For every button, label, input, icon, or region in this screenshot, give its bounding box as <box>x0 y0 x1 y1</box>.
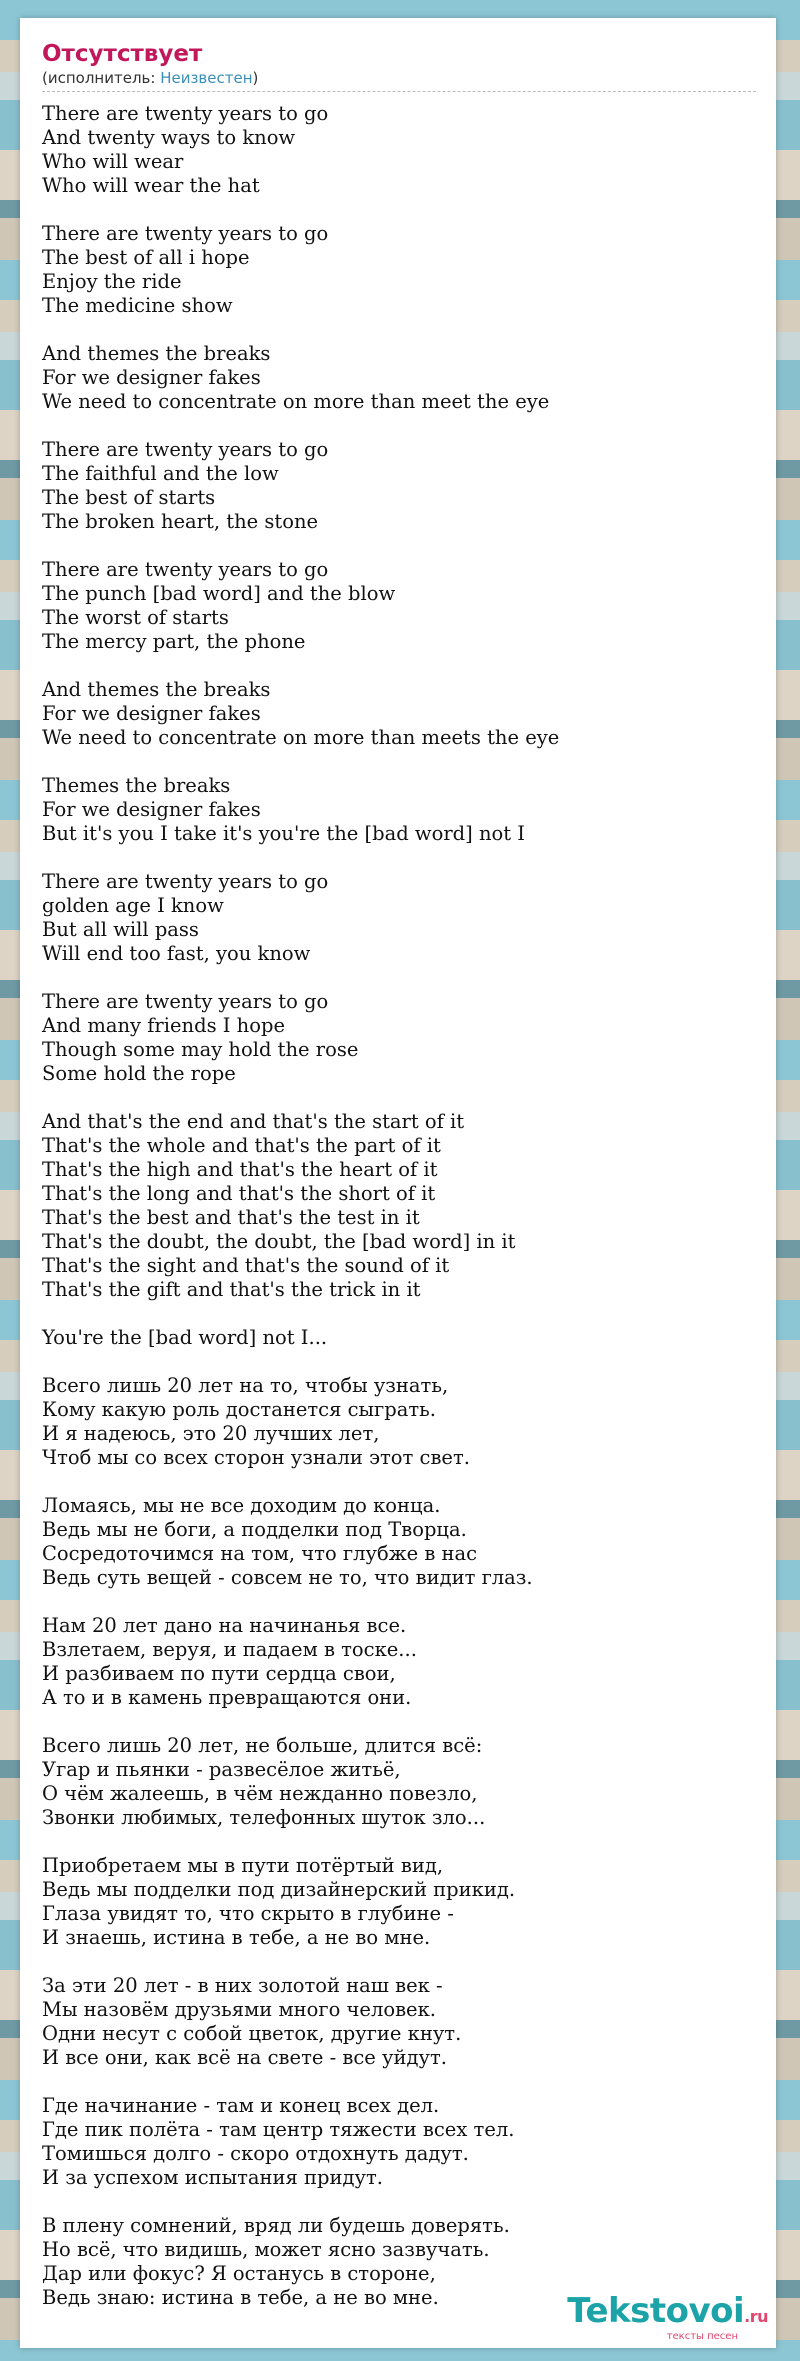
lyric-line: Дар или фокус? Я останусь в стороне, <box>42 2262 436 2285</box>
lyric-line: That's the doubt, the doubt, the [bad word] in it <box>42 1230 516 1253</box>
lyric-line: golden age I know <box>42 894 224 917</box>
logo-tld: .ru <box>744 2307 768 2326</box>
lyric-line: Всего лишь 20 лет, не больше, длится всё: <box>42 1734 483 1757</box>
lyric-line: Одни несут с собой цветок, другие кнут. <box>42 2022 462 2045</box>
lyric-line: Где начинание - там и конец всех дел. <box>42 2094 440 2117</box>
lyric-line: Ведь знаю: истина в тебе, а не во мне. <box>42 2286 439 2309</box>
lyric-line: А то и в камень превращаются они. <box>42 1686 412 1709</box>
lyric-line: The punch [bad word] and the blow <box>42 582 396 605</box>
lyric-line: Где пик полёта - там центр тяжести всех тел. <box>42 2118 515 2141</box>
lyric-line: И разбиваем по пути сердца свои, <box>42 1662 396 1685</box>
lyric-stanza <box>42 342 756 414</box>
logo-wordmark <box>567 2293 768 2335</box>
lyric-line: Всего лишь 20 лет на то, чтобы узнать, <box>42 1374 449 1397</box>
lyrics-page <box>20 18 776 2348</box>
lyric-line: We need to concentrate on more than meets the eye <box>42 726 560 749</box>
lyric-line: There are twenty years to go <box>42 438 329 461</box>
lyric-line: That's the best and that's the test in it <box>42 1206 420 1229</box>
lyric-line: Some hold the rope <box>42 1062 236 1085</box>
lyric-line: Ведь мы не боги, а подделки под Творца. <box>42 1518 467 1541</box>
lyric-line: For we designer fakes <box>42 366 261 389</box>
lyric-line: Кому какую роль достанется сыграть. <box>42 1398 436 1421</box>
logo-tagline: тексты песен <box>666 2331 738 2342</box>
lyric-line: И я надеюсь, это 20 лучших лет, <box>42 1422 380 1445</box>
lyric-line: Enjoy the ride <box>42 270 182 293</box>
lyric-line: And many friends I hope <box>42 1014 285 1037</box>
artist-suffix: ) <box>252 69 259 87</box>
lyric-line: За эти 20 лет - в них золотой наш век - <box>42 1974 443 1997</box>
lyric-line: The best of all i hope <box>42 246 250 269</box>
lyric-line: Who will wear <box>42 150 184 173</box>
lyric-stanza <box>42 1110 756 1302</box>
lyric-line: Взлетаем, веруя, и падаем в тоске... <box>42 1638 417 1661</box>
lyrics-body <box>42 102 756 2310</box>
artist-line <box>42 68 756 92</box>
lyric-line: The broken heart, the stone <box>42 510 319 533</box>
lyric-line: And themes the breaks <box>42 678 271 701</box>
lyric-line: О чём жалеешь, в чём нежданно повезло, <box>42 1782 478 1805</box>
site-logo[interactable] <box>567 2293 768 2342</box>
lyric-line: Чтоб мы со всех сторон узнали этот свет. <box>42 1446 470 1469</box>
lyric-line: Will end too fast, you know <box>42 942 311 965</box>
lyric-stanza <box>42 222 756 318</box>
lyric-stanza <box>42 1614 756 1710</box>
lyric-line: Приобретаем мы в пути потёртый вид, <box>42 1854 444 1877</box>
lyric-line: The faithful and the low <box>42 462 279 485</box>
lyric-stanza <box>42 678 756 750</box>
lyric-line: For we designer fakes <box>42 798 261 821</box>
lyric-stanza <box>42 438 756 534</box>
lyric-line: But all will pass <box>42 918 199 941</box>
lyric-line: That's the high and that's the heart of it <box>42 1158 438 1181</box>
lyric-line: There are twenty years to go <box>42 558 329 581</box>
lyric-stanza <box>42 990 756 1086</box>
lyric-line: And twenty ways to know <box>42 126 296 149</box>
lyric-line: Ведь мы подделки под дизайнерский прикид. <box>42 1878 516 1901</box>
lyric-line: Томишься долго - скоро отдохнуть дадут. <box>42 2142 469 2165</box>
lyric-line: There are twenty years to go <box>42 102 329 125</box>
lyric-line: We need to concentrate on more than meet the eye <box>42 390 550 413</box>
lyric-stanza <box>42 1974 756 2070</box>
lyric-line: That's the sight and that's the sound of it <box>42 1254 450 1277</box>
lyric-line: And that's the end and that's the start of it <box>42 1110 465 1133</box>
lyric-stanza <box>42 102 756 198</box>
lyric-line: There are twenty years to go <box>42 990 329 1013</box>
artist-link[interactable]: Неизвестен <box>160 69 253 87</box>
lyric-stanza <box>42 2094 756 2190</box>
lyric-line: The best of starts <box>42 486 216 509</box>
lyric-stanza <box>42 870 756 966</box>
lyric-line: Though some may hold the rose <box>42 1038 359 1061</box>
lyric-line: The medicine show <box>42 294 233 317</box>
lyric-stanza <box>42 1326 756 1350</box>
lyric-line: И за успехом испытания придут. <box>42 2166 383 2189</box>
lyric-stanza <box>42 1854 756 1950</box>
logo-name: Tekstovoi <box>567 2291 745 2331</box>
lyric-line: The mercy part, the phone <box>42 630 306 653</box>
lyric-line: И знаешь, истина в тебе, а не во мне. <box>42 1926 431 1949</box>
lyric-line: And themes the breaks <box>42 342 271 365</box>
lyric-line: Но всё, что видишь, может ясно зазвучать. <box>42 2238 490 2261</box>
lyric-stanza <box>42 774 756 846</box>
lyric-stanza <box>42 1734 756 1830</box>
lyric-line: The worst of starts <box>42 606 229 629</box>
lyric-line: But it's you I take it's you're the [bad word] not I <box>42 822 525 845</box>
lyric-line: You're the [bad word] not I... <box>42 1326 328 1349</box>
lyric-line: Звонки любимых, телефонных шуток зло... <box>42 1806 486 1829</box>
lyric-line: Нам 20 лет дано на начинанья все. <box>42 1614 407 1637</box>
lyric-line: Ведь суть вещей - совсем не то, что видит глаз. <box>42 1566 533 1589</box>
lyric-line: That's the whole and that's the part of it <box>42 1134 441 1157</box>
lyric-line: Глаза увидят то, что скрыто в глубине - <box>42 1902 454 1925</box>
lyric-line: Сосредоточимся на том, что глубже в нас <box>42 1542 478 1565</box>
song-title: Отсутствует <box>42 41 203 67</box>
lyric-line: Themes the breaks <box>42 774 231 797</box>
lyric-stanza <box>42 558 756 654</box>
lyric-stanza <box>42 1494 756 1590</box>
lyric-line: Угар и пьянки - развесёлое житьё, <box>42 1758 401 1781</box>
lyric-line: Мы назовём друзьями много человек. <box>42 1998 436 2021</box>
lyric-line: В плену сомнений, вряд ли будешь доверять. <box>42 2214 510 2237</box>
lyric-line: There are twenty years to go <box>42 222 329 245</box>
lyric-line: There are twenty years to go <box>42 870 329 893</box>
lyric-line: Who will wear the hat <box>42 174 260 197</box>
lyric-line: For we designer fakes <box>42 702 261 725</box>
lyric-line: That's the gift and that's the trick in it <box>42 1278 421 1301</box>
lyric-line: И все они, как всё на свете - все уйдут. <box>42 2046 447 2069</box>
lyric-line: That's the long and that's the short of it <box>42 1182 436 1205</box>
lyric-stanza <box>42 1374 756 1470</box>
artist-prefix: (исполнитель: <box>42 69 161 87</box>
lyric-line: Ломаясь, мы не все доходим до конца. <box>42 1494 441 1517</box>
